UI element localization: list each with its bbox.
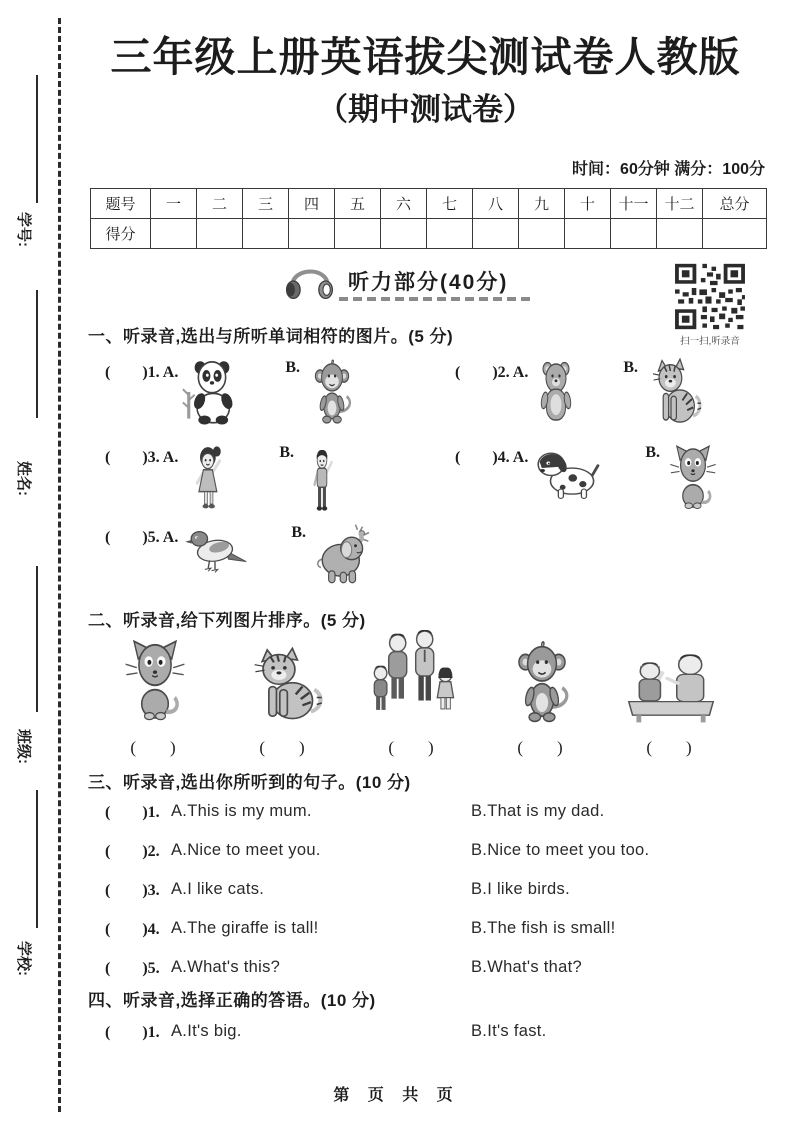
- option-b-text: B.That is my dad.: [471, 802, 605, 820]
- section3-questions: [105, 800, 771, 995]
- score-column-header: 一: [151, 189, 197, 219]
- question-row: [105, 839, 771, 863]
- score-column-header: 二: [197, 189, 243, 219]
- option-b-text: B.What's that?: [471, 958, 582, 976]
- score-table: [90, 188, 767, 249]
- qr-caption: 扫一扫,听录音: [680, 336, 740, 347]
- option-b-label: B.: [291, 524, 307, 541]
- score-cell[interactable]: [703, 219, 767, 249]
- dog-image: [531, 442, 603, 504]
- answer-blank[interactable]: ( )2.: [105, 843, 160, 860]
- question-item: [105, 357, 358, 427]
- exam-meta: 时间：60分钟 满分：100分: [572, 161, 765, 178]
- question-row: [105, 878, 771, 902]
- score-column-header: 九: [519, 189, 565, 219]
- cat-image: [666, 442, 720, 512]
- answer-blank[interactable]: ( )3. A.: [105, 449, 179, 466]
- question-item: [455, 442, 720, 512]
- score-row-label: 得分: [91, 219, 151, 249]
- answer-blank[interactable]: ( )1.: [105, 1024, 160, 1041]
- score-cell[interactable]: [519, 219, 565, 249]
- option-b-text: B.Nice to meet you too.: [471, 841, 650, 859]
- sidebar-field-label: 姓名:: [14, 460, 32, 496]
- score-column-header: 八: [473, 189, 519, 219]
- score-column-header: 十: [565, 189, 611, 219]
- bird-image: [181, 522, 249, 582]
- answer-blank[interactable]: ( )3.: [105, 882, 160, 899]
- answer-blank[interactable]: ( )2. A.: [455, 364, 529, 381]
- sidebar-field-label: 学校:: [14, 940, 32, 976]
- answer-blank[interactable]: ( )4. A.: [455, 449, 529, 466]
- answer-blank[interactable]: ( ): [646, 738, 692, 757]
- question-row: [105, 1020, 771, 1044]
- tiger-image: [644, 357, 704, 427]
- score-cell[interactable]: [473, 219, 519, 249]
- sidebar-blank-line: [36, 290, 38, 418]
- section2-heading: 二、听录音,给下列图片排序。(5 分): [88, 611, 366, 630]
- answer-blank[interactable]: ( )4.: [105, 921, 160, 938]
- question-item: [455, 357, 704, 427]
- score-cell[interactable]: [197, 219, 243, 249]
- headphones-icon: [284, 260, 336, 308]
- listening-title-underline: [339, 297, 532, 301]
- sidebar-field-class: [4, 720, 44, 772]
- question-row: [105, 800, 771, 824]
- page-footer: 第 页 共 页: [333, 1087, 460, 1104]
- score-table-score-row: [91, 219, 767, 249]
- section4-questions: [105, 1020, 771, 1059]
- score-cell[interactable]: [565, 219, 611, 249]
- qr-code: [672, 261, 748, 337]
- score-table-corner: 题号: [91, 189, 151, 219]
- sidebar-field-student-number: [4, 203, 44, 255]
- score-cell[interactable]: [151, 219, 197, 249]
- question-row: [105, 917, 771, 941]
- kids-talking-image: [623, 644, 719, 724]
- sidebar-blank-line: [36, 566, 38, 712]
- monkey-image: [306, 357, 358, 425]
- answer-blank[interactable]: ( )1.: [105, 804, 160, 821]
- option-b-label: B.: [623, 359, 639, 376]
- answer-blank[interactable]: ( ): [259, 738, 305, 757]
- bear-image: [531, 357, 581, 427]
- section4-heading: 四、听录音,选择正确的答语。(10 分): [88, 991, 376, 1010]
- sidebar-field-school: [4, 932, 44, 984]
- option-b-text: B.I like birds.: [471, 880, 570, 898]
- monkey-image: [506, 638, 578, 724]
- section3-heading: 三、听录音,选出你所听到的句子。(10 分): [88, 773, 411, 792]
- option-a-text: A.What's this?: [171, 958, 281, 976]
- answer-blank[interactable]: ( ): [517, 738, 563, 757]
- sidebar-field-label: 学号:: [14, 211, 32, 247]
- option-b-label: B.: [645, 444, 661, 461]
- elephant-image: [312, 522, 376, 588]
- sidebar-field-name: [4, 452, 44, 504]
- sidebar-field-label: 班级:: [14, 728, 32, 764]
- section1-heading: 一、听录音,选出与所听单词相符的图片。(5 分): [88, 327, 454, 346]
- option-b-text: B.It's fast.: [471, 1022, 547, 1040]
- question-item: [105, 522, 376, 588]
- page-title: 三年级上册英语拔尖测试卷人教版: [110, 34, 741, 80]
- score-table-header-row: [91, 189, 767, 219]
- page-subtitle: （期中测试卷）: [317, 92, 534, 127]
- girl-image: [181, 442, 237, 515]
- panda-image: [181, 357, 243, 427]
- score-cell[interactable]: [611, 219, 657, 249]
- answer-blank[interactable]: ( )1. A.: [105, 364, 179, 381]
- option-b-label: B.: [279, 444, 295, 461]
- tiger-image: [242, 646, 326, 724]
- score-column-header: 三: [243, 189, 289, 219]
- score-cell[interactable]: [381, 219, 427, 249]
- score-column-header: 十二: [657, 189, 703, 219]
- option-a-text: A.The giraffe is tall!: [171, 919, 319, 937]
- answer-blank[interactable]: ( )5.: [105, 960, 160, 977]
- listening-section-title: 听力部分(40分): [348, 271, 509, 294]
- option-b-text: B.The fish is small!: [471, 919, 616, 937]
- score-column-header: 四: [289, 189, 335, 219]
- question-item: [105, 442, 344, 515]
- score-cell[interactable]: [427, 219, 473, 249]
- ordering-item: [352, 640, 470, 758]
- ordering-item: [94, 640, 212, 758]
- score-column-header: 六: [381, 189, 427, 219]
- section2-image-row: [94, 640, 728, 758]
- option-a-text: A.It's big.: [171, 1022, 242, 1040]
- score-cell[interactable]: [657, 219, 703, 249]
- option-a-text: A.This is my mum.: [171, 802, 312, 820]
- score-column-header: 总分: [703, 189, 767, 219]
- ordering-item: [610, 640, 728, 758]
- seal-dashed-line: [58, 18, 61, 1112]
- option-a-text: A.Nice to meet you.: [171, 841, 321, 859]
- score-cell[interactable]: [289, 219, 335, 249]
- ordering-item: [223, 640, 341, 758]
- boy-image: [300, 442, 344, 515]
- question-row: [105, 956, 771, 980]
- score-cell[interactable]: [243, 219, 289, 249]
- sidebar-blank-line: [36, 75, 38, 203]
- score-column-header: 七: [427, 189, 473, 219]
- option-b-label: B.: [285, 359, 301, 376]
- score-cell[interactable]: [335, 219, 381, 249]
- score-column-header: 十一: [611, 189, 657, 219]
- answer-blank[interactable]: ( ): [388, 738, 434, 757]
- ordering-item: [481, 640, 599, 758]
- option-a-text: A.I like cats.: [171, 880, 265, 898]
- sidebar-blank-line: [36, 790, 38, 928]
- family-image: [368, 630, 458, 724]
- cat-image: [120, 636, 190, 724]
- answer-blank[interactable]: ( ): [130, 738, 176, 757]
- answer-blank[interactable]: ( )5. A.: [105, 529, 179, 546]
- score-column-header: 五: [335, 189, 381, 219]
